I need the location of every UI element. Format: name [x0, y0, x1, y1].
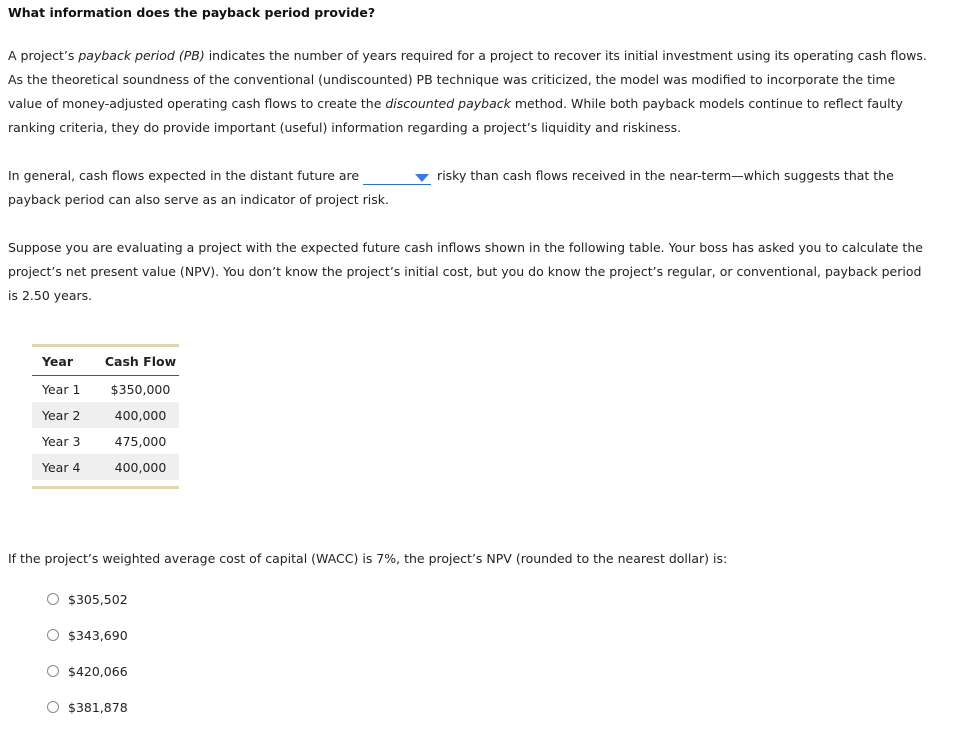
- option-label: $305,502: [68, 592, 128, 607]
- radio-button[interactable]: [47, 701, 59, 713]
- cash-flow-cell: 400,000: [102, 402, 179, 428]
- option-label: $343,690: [68, 628, 128, 643]
- option-label: $420,066: [68, 664, 128, 679]
- intro-text-5: method. While both payback models continue to reflect faulty ranking criteria, they do provide important (useful) information regarding a project’s liquidity and riskiness.: [8, 96, 903, 135]
- radio-button[interactable]: [47, 665, 59, 677]
- intro-text-3: indicates the number of years required for a project to recover its initial investment using its operating cash flows. As the theoretical soundness of the conventional (undiscounted) PB technique was criticized, the model was modified to incorporate the time value of money-adjusted operating cash flows to create the: [8, 48, 927, 111]
- chevron-down-icon: [415, 174, 429, 182]
- option-label: $381,878: [68, 700, 128, 715]
- fill-blank-before: In general, cash flows expected in the distant future are: [8, 168, 364, 183]
- answer-option[interactable]: [47, 700, 128, 736]
- question-title: What information does the payback period provide?: [8, 5, 376, 20]
- year-cell: Year 1: [42, 381, 81, 397]
- year-cell: Year 4: [32, 454, 102, 480]
- year-cell: Year 2: [32, 402, 102, 428]
- cash-flow-cell: 400,000: [102, 454, 179, 480]
- table-row: [32, 428, 179, 454]
- intro-term-discounted-payback: discounted payback: [385, 96, 511, 111]
- table-row: [32, 454, 179, 480]
- col-header-cash-flow: Cash Flow: [102, 347, 179, 376]
- cash-flow-cell: $350,000: [110, 381, 171, 397]
- answer-option[interactable]: [47, 664, 128, 700]
- npv-question: If the project’s weighted average cost of capital (WACC) is 7%, the project’s NPV (rounded to the nearest dollar) is:: [8, 551, 728, 566]
- answer-options: [47, 592, 128, 736]
- radio-button[interactable]: [47, 593, 59, 605]
- intro-text-1: A project’s: [8, 48, 79, 63]
- fill-blank-paragraph: [8, 164, 928, 212]
- col-header-year: Year: [32, 347, 102, 376]
- cash-flow-cell: 475,000: [114, 433, 167, 449]
- intro-term-payback-period: payback period (PB): [78, 48, 205, 63]
- table-row: [32, 376, 179, 403]
- risk-dropdown[interactable]: [363, 168, 431, 185]
- fill-blank-after: risky than cash flows received in the near-term—which suggests that the payback period can also serve as an indicator of project risk.: [8, 168, 894, 207]
- scenario-paragraph: Suppose you are evaluating a project with the expected future cash inflows shown in the following table. Your boss has asked you to calculate the project’s net present value (NPV). You don’t know the project’s initial cost, but you do know the project’s regular, or conventional, payback period is 2.50 years.: [8, 240, 923, 303]
- answer-option[interactable]: [47, 628, 128, 664]
- cash-flow-table: [32, 344, 179, 489]
- radio-button[interactable]: [47, 629, 59, 641]
- year-cell: Year 3: [42, 433, 81, 449]
- table-bottom-bar: [32, 486, 179, 489]
- intro-paragraph: [8, 44, 928, 140]
- answer-option[interactable]: [47, 592, 128, 628]
- table-row: [32, 402, 179, 428]
